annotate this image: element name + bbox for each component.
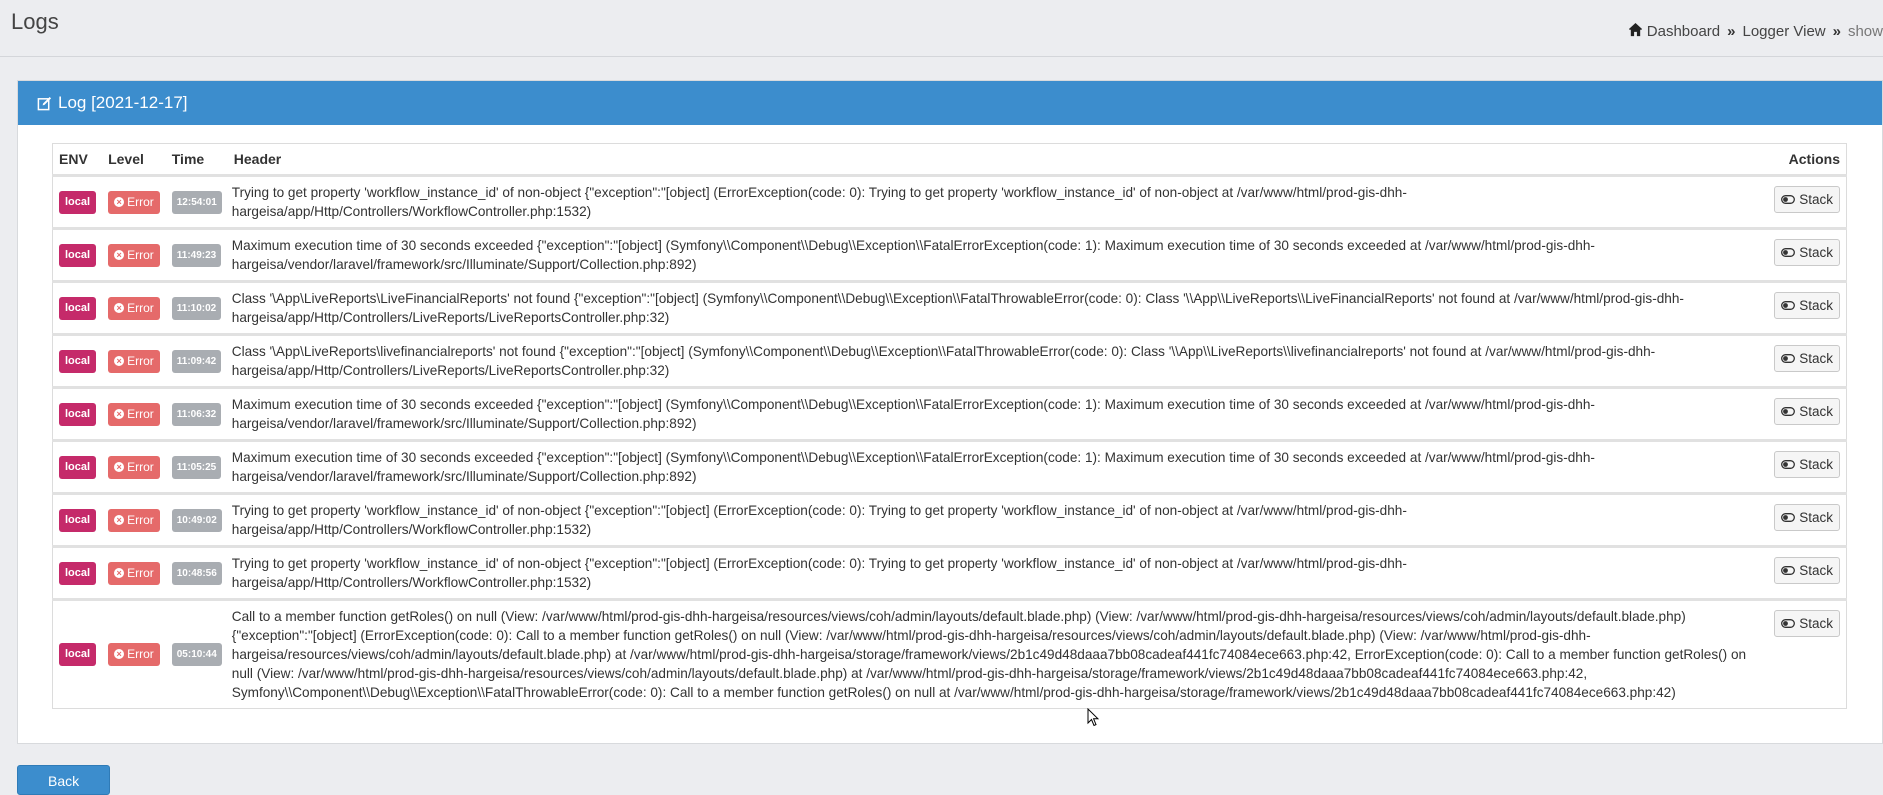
stack-label: Stack [1799, 616, 1833, 631]
actions-cell [1768, 229, 1846, 282]
time-badge: 11:09:42 [172, 350, 221, 373]
level-badge [108, 509, 160, 532]
actions-cell [1768, 388, 1846, 441]
env-badge: local [59, 456, 96, 479]
stack-button[interactable] [1774, 345, 1840, 372]
header-cell: Maximum execution time of 30 seconds exceeded {"exception":"[object] (Symfony\\Component\\Debug\\Exception\\FatalErrorException(code: 1): Maximum execution time of 30 seconds exceeded at /var/www/html/prod-gis-dhh-hargeisa/vendor/laravel/framework/src/Illuminate/Support/Collection.php:892) [228, 388, 1768, 441]
breadcrumb-separator: » [1832, 23, 1841, 40]
env-cell [53, 388, 103, 441]
level-label: Error [127, 647, 154, 661]
env-badge: local [59, 643, 96, 666]
logs-table [52, 143, 1847, 709]
top-bar [0, 0, 1883, 57]
time-cell [166, 547, 228, 600]
level-label: Error [127, 300, 154, 315]
actions-cell [1768, 547, 1846, 600]
stack-label: Stack [1799, 351, 1833, 366]
table-row [53, 547, 1847, 600]
actions-cell [1768, 176, 1846, 229]
time-badge: 11:10:02 [172, 297, 221, 320]
header-cell: Call to a member function getRoles() on null (View: /var/www/html/prod-gis-dhh-hargeisa/resources/views/coh/admin/layouts/default.blade.php) (View: /var/www/html/prod-gis-dhh-hargeisa/resources/views/coh/admin/layouts/default.blade.php) {"exception":"[object] (ErrorException(code: 0): Call to a member function getRoles() on null (View: /var/www/html/prod-gis-dhh-hargeisa/resources/views/coh/admin/layouts/default.blade.php) (View: /var/www/html/prod-gis-dhh-hargeisa/resources/views/coh/admin/layouts/default.blade.php) at /var/www/html/prod-gis-dhh-hargeisa/storage/framework/views/2b1c49d48daaa7bb08cadeaf441fc74084ece663.php:42, ErrorException(code: 0): Call to a member function getRoles() on null (View: /var/www/html/prod-gis-dhh-hargeisa/resources/views/coh/admin/layouts/default.blade.php) at /var/www/html/prod-gis-dhh-hargeisa/storage/framework/views/2b1c49d48daaa7bb08cadeaf441fc74084ece663.php:42, Symfony\\Component\\Debug\\Exception\\FatalThrowableError(code: 0): Call to a member function getRoles() on null at /var/www/html/prod-gis-dhh-hargeisa/storage/framework/views/2b1c49d48daaa7bb08cadeaf441fc74084ece663.php:42) [228, 600, 1768, 709]
header-cell: Maximum execution time of 30 seconds exceeded {"exception":"[object] (Symfony\\Component\\Debug\\Exception\\FatalErrorException(code: 1): Maximum execution time of 30 seconds exceeded at /var/www/html/prod-gis-dhh-hargeisa/vendor/laravel/framework/src/Illuminate/Support/Collection.php:892) [228, 229, 1768, 282]
time-badge: 10:48:56 [172, 562, 222, 585]
stack-label: Stack [1799, 563, 1833, 578]
home-icon [1628, 22, 1643, 37]
breadcrumb-dashboard[interactable]: Dashboard [1646, 23, 1721, 40]
logs-table-body [53, 176, 1847, 709]
level-label: Error [127, 353, 154, 368]
env-cell [53, 335, 103, 388]
level-badge [108, 562, 160, 585]
table-row [53, 335, 1847, 388]
time-cell [166, 176, 228, 229]
time-badge: 10:49:02 [172, 509, 222, 532]
time-cell [166, 282, 228, 335]
column-header-level: Level [102, 144, 166, 176]
table-row [53, 441, 1847, 494]
level-label: Error [127, 565, 154, 580]
env-badge: local [59, 191, 96, 214]
table-row [53, 229, 1847, 282]
env-cell [53, 282, 103, 335]
toggle-icon [1781, 566, 1795, 575]
column-header-env: ENV [53, 144, 103, 176]
toggle-icon [1781, 301, 1795, 310]
level-badge [108, 456, 160, 479]
times-circle-icon: × [114, 250, 124, 260]
env-cell [53, 176, 103, 229]
time-badge: 05:10:44 [172, 643, 222, 666]
actions-cell [1768, 494, 1846, 547]
column-header-header: Header [228, 144, 1768, 176]
page-title: Logs [11, 9, 59, 34]
header-cell: Maximum execution time of 30 seconds exceeded {"exception":"[object] (Symfony\\Component\\Debug\\Exception\\FatalErrorException(code: 1): Maximum execution time of 30 seconds exceeded at /var/www/html/prod-gis-dhh-hargeisa/vendor/laravel/framework/src/Illuminate/Support/Collection.php:892) [228, 441, 1768, 494]
level-label: Error [127, 512, 154, 527]
stack-label: Stack [1799, 245, 1833, 260]
time-badge: 12:54:01 [172, 191, 222, 214]
breadcrumb-current: show [1847, 23, 1883, 40]
times-circle-icon: × [114, 303, 124, 313]
times-circle-icon: × [114, 356, 124, 366]
edit-icon [37, 96, 52, 111]
level-cell [102, 229, 166, 282]
level-label: Error [127, 247, 154, 262]
table-row [53, 388, 1847, 441]
actions-cell [1768, 335, 1846, 388]
time-cell [166, 229, 228, 282]
header-cell: Class '\App\LiveReports\livefinancialreports' not found {"exception":"[object] (Symfony\\Component\\Debug\\Exception\\FatalThrowableError(code: 0): Class '\\App\\LiveReports\\livefinancialreports' not found at /var/www/html/prod-gis-dhh-hargeisa/app/Http/Controllers/LiveReports/LiveReportsController.php:32) [228, 335, 1768, 388]
table-header-row [53, 144, 1847, 176]
toggle-icon [1781, 513, 1795, 522]
stack-button[interactable] [1774, 186, 1840, 213]
stack-label: Stack [1799, 192, 1833, 207]
time-badge: 11:49:23 [172, 244, 221, 267]
level-cell [102, 494, 166, 547]
toggle-icon [1781, 248, 1795, 257]
times-circle-icon: × [114, 409, 124, 419]
level-cell [102, 176, 166, 229]
level-badge [108, 643, 160, 666]
panel-header [18, 81, 1882, 125]
breadcrumb-logger-view[interactable]: Logger View [1742, 23, 1826, 40]
stack-label: Stack [1799, 510, 1833, 525]
level-badge [108, 403, 160, 426]
table-row [53, 600, 1847, 709]
actions-cell [1768, 600, 1846, 709]
times-circle-icon: × [114, 649, 124, 659]
breadcrumb-separator: » [1727, 23, 1736, 40]
stack-button[interactable] [1774, 451, 1840, 478]
toggle-icon [1781, 619, 1795, 628]
actions-cell [1768, 282, 1846, 335]
header-cell: Trying to get property 'workflow_instance_id' of non-object {"exception":"[object] (ErrorException(code: 0): Trying to get property 'workflow_instance_id' of non-object at /var/www/html/prod-gis-dhh-hargeisa/app/Http/Controllers/WorkflowController.php:1532) [228, 547, 1768, 600]
level-cell [102, 335, 166, 388]
column-header-actions: Actions [1768, 144, 1846, 176]
level-cell [102, 441, 166, 494]
env-badge: local [59, 244, 96, 267]
stack-label: Stack [1799, 457, 1833, 472]
level-label: Error [127, 459, 154, 474]
table-row [53, 494, 1847, 547]
level-cell [102, 388, 166, 441]
back-button[interactable]: Back [17, 765, 110, 795]
panel-title: Log [2021-12-17] [58, 93, 188, 112]
env-badge: local [59, 297, 96, 320]
times-circle-icon: × [114, 197, 124, 207]
time-badge: 11:05:25 [172, 456, 221, 479]
mouse-cursor-icon [1087, 708, 1099, 727]
column-header-time: Time [166, 144, 228, 176]
breadcrumb [1628, 22, 1883, 40]
stack-button[interactable] [1774, 398, 1840, 425]
header-cell: Trying to get property 'workflow_instance_id' of non-object {"exception":"[object] (ErrorException(code: 0): Trying to get property 'workflow_instance_id' of non-object at /var/www/html/prod-gis-dhh-hargeisa/app/Http/Controllers/WorkflowController.php:1532) [228, 176, 1768, 229]
env-badge: local [59, 403, 96, 426]
env-cell [53, 547, 103, 600]
stack-label: Stack [1799, 404, 1833, 419]
stack-label: Stack [1799, 298, 1833, 313]
level-cell [102, 547, 166, 600]
time-cell [166, 494, 228, 547]
stack-button[interactable] [1774, 239, 1840, 266]
level-badge [108, 244, 160, 267]
time-cell [166, 335, 228, 388]
header-cell: Class '\App\LiveReports\LiveFinancialReports' not found {"exception":"[object] (Symfony\\Component\\Debug\\Exception\\FatalThrowableError(code: 0): Class '\\App\\LiveReports\\LiveFinancialReports' not found at /var/www/html/prod-gis-dhh-hargeisa/app/Http/Controllers/LiveReports/LiveReportsController.php:32) [228, 282, 1768, 335]
times-circle-icon: × [114, 515, 124, 525]
time-badge: 11:06:32 [172, 403, 221, 426]
times-circle-icon: × [114, 462, 124, 472]
level-badge [108, 297, 160, 320]
time-cell [166, 388, 228, 441]
actions-cell [1768, 441, 1846, 494]
table-row [53, 282, 1847, 335]
stack-button[interactable] [1774, 557, 1840, 584]
toggle-icon [1781, 407, 1795, 416]
stack-button[interactable] [1774, 610, 1840, 637]
env-badge: local [59, 350, 96, 373]
level-badge [108, 191, 160, 214]
level-cell [102, 282, 166, 335]
stack-button[interactable] [1774, 292, 1840, 319]
level-label: Error [127, 194, 154, 209]
table-row [53, 176, 1847, 229]
env-cell [53, 494, 103, 547]
env-badge: local [59, 509, 96, 532]
toggle-icon [1781, 354, 1795, 363]
toggle-icon [1781, 460, 1795, 469]
toggle-icon [1781, 195, 1795, 204]
env-badge: local [59, 562, 96, 585]
time-cell [166, 600, 228, 709]
level-label: Error [127, 406, 154, 421]
log-panel [17, 80, 1883, 744]
env-cell [53, 441, 103, 494]
level-badge [108, 350, 160, 373]
time-cell [166, 441, 228, 494]
header-cell: Trying to get property 'workflow_instance_id' of non-object {"exception":"[object] (ErrorException(code: 0): Trying to get property 'workflow_instance_id' of non-object at /var/www/html/prod-gis-dhh-hargeisa/app/Http/Controllers/WorkflowController.php:1532) [228, 494, 1768, 547]
env-cell [53, 229, 103, 282]
env-cell [53, 600, 103, 709]
level-cell [102, 600, 166, 709]
stack-button[interactable] [1774, 504, 1840, 531]
times-circle-icon: × [114, 568, 124, 578]
